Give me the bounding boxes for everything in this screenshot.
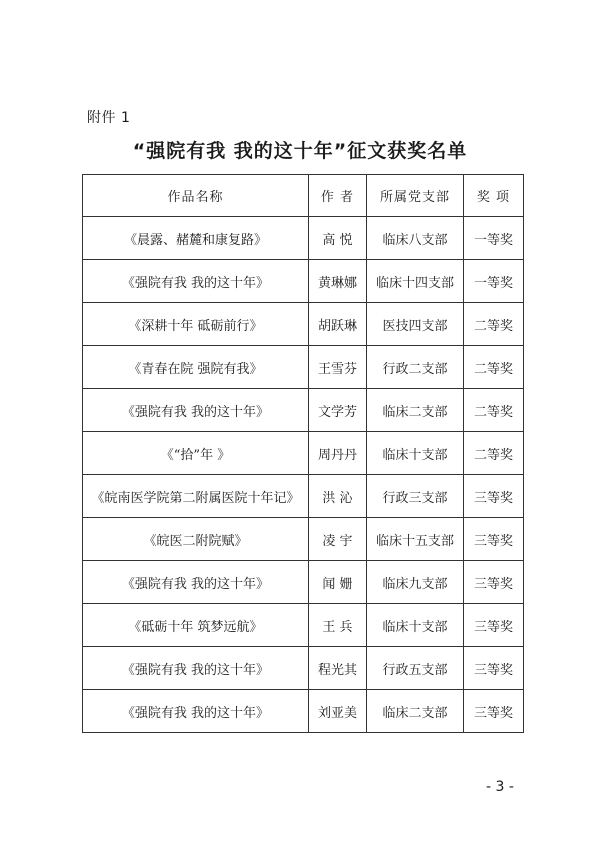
cell-work: 《皖南医学院第二附属医院十年记》 [83,475,309,518]
cell-author: 高 悦 [309,217,367,260]
cell-branch: 临床八支部 [367,217,464,260]
cell-author: 王 兵 [309,604,367,647]
cell-work: 《强院有我 我的这十年》 [83,647,309,690]
cell-prize: 三等奖 [464,475,524,518]
table-body [83,217,524,733]
cell-work: 《砥砺十年 筑梦远航》 [83,604,309,647]
cell-author: 周丹丹 [309,432,367,475]
cell-author: 程光其 [309,647,367,690]
cell-branch: 临床二支部 [367,389,464,432]
cell-prize: 二等奖 [464,432,524,475]
table-row [83,561,524,604]
award-table [82,174,524,733]
cell-author: 闻 姗 [309,561,367,604]
cell-branch: 行政二支部 [367,346,464,389]
cell-work: 《强院有我 我的这十年》 [83,260,309,303]
table-row [83,690,524,733]
table-row [83,518,524,561]
cell-prize: 一等奖 [464,217,524,260]
cell-work: 《皖医二附院赋》 [83,518,309,561]
table-row [83,389,524,432]
cell-prize: 二等奖 [464,346,524,389]
cell-branch: 临床十五支部 [367,518,464,561]
cell-branch: 医技四支部 [367,303,464,346]
table-row [83,647,524,690]
cell-branch: 临床十支部 [367,432,464,475]
document-title: “强院有我 我的这十年”征文获奖名单 [132,140,468,162]
cell-author: 凌 宇 [309,518,367,561]
cell-branch: 行政三支部 [367,475,464,518]
cell-author: 刘亚美 [309,690,367,733]
cell-branch: 行政五支部 [367,647,464,690]
cell-work: 《青春在院 强院有我》 [83,346,309,389]
cell-branch: 临床二支部 [367,690,464,733]
table-row [83,604,524,647]
cell-author: 王雪芬 [309,346,367,389]
header-author: 作 者 [309,175,367,217]
cell-work: 《强院有我 我的这十年》 [83,561,309,604]
table-row [83,346,524,389]
header-prize: 奖 项 [464,175,524,217]
cell-prize: 一等奖 [464,260,524,303]
header-work: 作品名称 [83,175,309,217]
cell-author: 洪 沁 [309,475,367,518]
table-header-row [83,175,524,217]
cell-author: 文学芳 [309,389,367,432]
table-row [83,432,524,475]
cell-prize: 三等奖 [464,690,524,733]
cell-author: 胡跃琳 [309,303,367,346]
table-row [83,217,524,260]
attachment-label: 附件 1 [87,110,131,126]
cell-prize: 二等奖 [464,389,524,432]
cell-prize: 三等奖 [464,561,524,604]
cell-prize: 三等奖 [464,604,524,647]
cell-work: 《晨露、赭麓和康复路》 [83,217,309,260]
cell-prize: 三等奖 [464,647,524,690]
cell-branch: 临床九支部 [367,561,464,604]
cell-branch: 临床十支部 [367,604,464,647]
cell-branch: 临床十四支部 [367,260,464,303]
table-row [83,475,524,518]
header-branch: 所属党支部 [367,175,464,217]
cell-author: 黄琳娜 [309,260,367,303]
cell-work: 《深耕十年 砥砺前行》 [83,303,309,346]
cell-work: 《强院有我 我的这十年》 [83,690,309,733]
cell-prize: 三等奖 [464,518,524,561]
cell-work: 《强院有我 我的这十年》 [83,389,309,432]
cell-work: 《“拾”年 》 [83,432,309,475]
table-row [83,303,524,346]
page-number: - 3 - [486,779,514,795]
cell-prize: 二等奖 [464,303,524,346]
table-row [83,260,524,303]
